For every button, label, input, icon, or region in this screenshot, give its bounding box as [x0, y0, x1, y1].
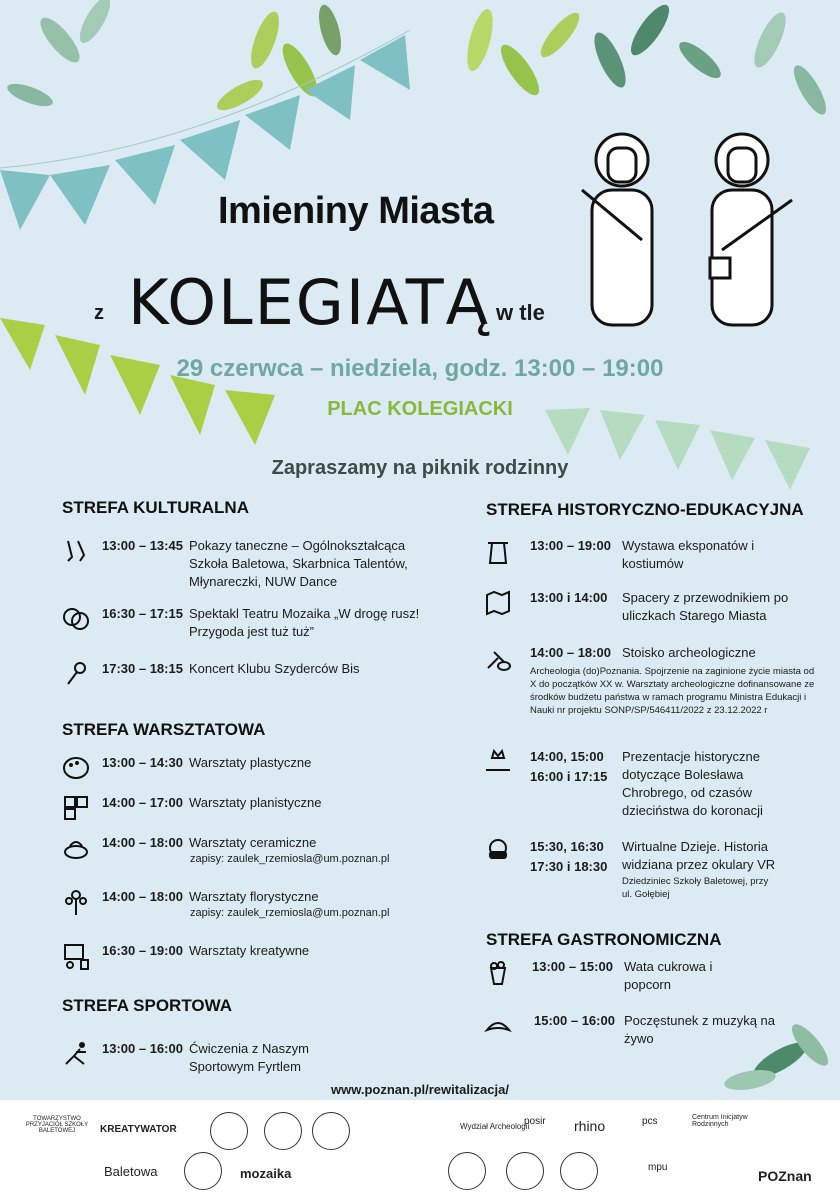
list-item: 13:00 i 14:00 Spacery z przewodnikiem po uliczkach Starego Miasta — [484, 589, 824, 629]
zone-title-sportowa: STREFA SPORTOWA — [62, 996, 233, 1015]
logo-circle — [210, 1112, 248, 1150]
logo-rhino: rhino — [574, 1118, 606, 1134]
event-datetime: 29 czerwca – niedziela, godz. 13:00 – 19:00 — [176, 355, 664, 382]
list-item: 14:00 – 18:00 Warsztaty florystyczne zapisy: zaulek_rzemiosla@um.poznan.pl — [62, 888, 432, 928]
logo-archeologia: Wydział Archeologii — [460, 1122, 530, 1131]
list-item: 13:00 – 16:00 Ćwiczenia z Naszym Sportowym Fyrtlem — [62, 1040, 432, 1080]
logo-pcs: pcs — [642, 1116, 658, 1127]
ballet-shoes-icon — [62, 537, 90, 565]
logo-towarzystwo: TOWARZYSTWO PRZYJACIÓŁ SZKOŁY BALETOWEJ — [25, 1116, 89, 1134]
logo-baletowa: Baletowa — [104, 1164, 158, 1179]
vr-headset-icon — [484, 838, 512, 866]
event-place: PLAC KOLEGIACKI — [327, 398, 513, 420]
microphone-icon — [62, 660, 90, 688]
logo-circle — [184, 1152, 222, 1190]
zone-title-warsztatowa: STREFA WARSZTATOWA — [62, 720, 266, 739]
website-link[interactable]: www.poznan.pl/rewitalizacja/ — [331, 1082, 509, 1097]
logo-centrum: Centrum Inicjatyw Rodzinnych — [692, 1114, 748, 1128]
leaves-decoration — [5, 0, 832, 119]
list-item: 14:00 – 18:00 Warsztaty ceramiczne zapisy: zaulek_rzemiosla@um.poznan.pl — [62, 834, 432, 874]
palette-icon — [62, 754, 90, 782]
logo-kreatywator: KREATYWATOR — [100, 1124, 177, 1135]
invite-text: Zapraszamy na piknik rodzinny — [271, 457, 569, 479]
logo-circle — [560, 1152, 598, 1190]
zone-title-historyczna: STREFA HISTORYCZNO-EDUKACYJNA — [486, 500, 804, 519]
popcorn-icon — [484, 958, 512, 986]
exercise-icon — [62, 1040, 90, 1068]
croissant-icon — [484, 1012, 512, 1040]
crown-sword-icon — [484, 748, 512, 776]
logo-circle — [506, 1152, 544, 1190]
zone-title-kulturalna: STREFA KULTURALNA — [62, 498, 249, 517]
title-w-tle: w tle — [496, 300, 545, 325]
list-item: 14:00 – 17:00 Warsztaty planistyczne — [62, 794, 432, 824]
saints-illustration-icon — [572, 130, 802, 330]
logo-mpu: mpu — [648, 1162, 668, 1173]
list-item: 14:00, 15:00 16:00 i 17:15 Prezentacje historyczne dotyczące Bolesława Chrobrego, od czasów dzieciństwa do koronacji — [484, 748, 824, 824]
flower-icon — [62, 888, 90, 916]
theater-masks-icon — [62, 605, 90, 633]
logo-poznan: POZnan — [758, 1168, 812, 1184]
craft-tools-icon — [62, 942, 90, 970]
event-title: Imieniny Miasta — [218, 190, 494, 232]
pottery-icon — [62, 834, 90, 862]
title-z: z — [94, 302, 104, 324]
list-item: 16:30 – 17:15 Spektakl Teatru Mozaika „W drogę rusz! Przygoda jest tuż tuż” — [62, 605, 432, 645]
logo-circle — [448, 1152, 486, 1190]
list-item: 13:00 – 15:00 Wata cukrowa i popcorn — [484, 958, 824, 998]
list-item: 15:30, 16:30 17:30 i 18:30 Wirtualne Dzieje. Historia widziana przez okulary VR Dziedziniec Szkoły Baletowej, przy ul. Gołębiej — [484, 838, 824, 902]
zone-title-gastronomiczna: STREFA GASTRONOMICZNA — [486, 930, 722, 949]
archaeology-icon — [484, 644, 512, 672]
puzzle-icon — [62, 794, 90, 822]
list-item: 13:00 – 19:00 Wystawa eksponatów i kostiumów — [484, 537, 824, 577]
sponsor-logos-bar — [0, 1100, 840, 1200]
list-item: 13:00 – 14:30 Warsztaty plastyczne — [62, 754, 432, 784]
map-icon — [484, 589, 512, 617]
logo-mozaika: mozaika — [240, 1166, 292, 1181]
list-item: 14:00 – 18:00 Stoisko archeologiczne Archeologia (do)Poznania. Spojrzenie na zaginione życie miasta od X do początków XX w. Warsztaty archeologiczne dofinansowane ze środków budżetu państwa w ramach programu Ministra Edukacji i Nauki nr projektu SONP/SP/546411/2022 z 23.12.2022 r — [484, 644, 824, 734]
list-item: 13:00 – 13:45 Pokazy taneczne – Ogólnokształcąca Szkoła Baletowa, Skarbnica Talentów, Młynareczki, NUW Dance — [62, 537, 412, 591]
list-item: 16:30 – 19:00 Warsztaty kreatywne — [62, 942, 432, 972]
costume-icon — [484, 537, 512, 565]
title-main: KOLEGIATĄ — [128, 266, 490, 339]
list-item: 15:00 – 16:00 Poczęstunek z muzyką na żywo — [484, 1012, 824, 1052]
logo-posir: posir — [524, 1116, 546, 1127]
logo-circle — [264, 1112, 302, 1150]
logo-circle — [312, 1112, 350, 1150]
list-item: 17:30 – 18:15 Koncert Klubu Szyderców Bis — [62, 660, 432, 688]
